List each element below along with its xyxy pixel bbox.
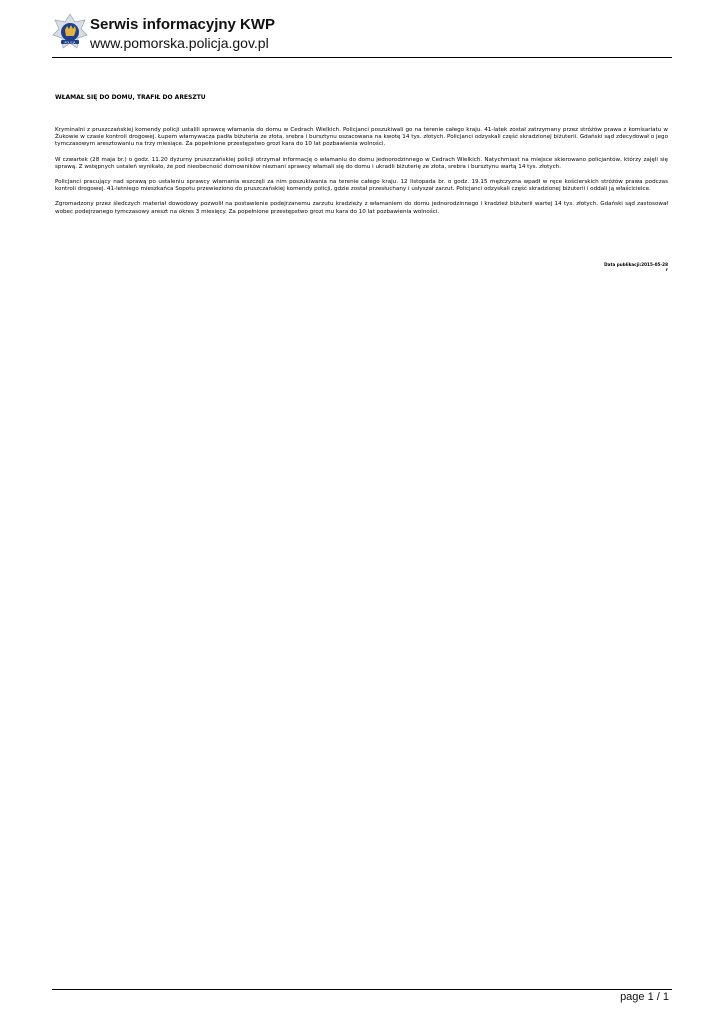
header-divider — [52, 57, 672, 58]
article-paragraph: Policjanci pracujący nad sprawą po ustaleniu sprawcy włamania wszczęli za nim poszukiwania na terenie całego kraju. 12 listopada br. o godz. 19.15 mężczyzna wpadł w ręce kościerskich stróżów prawa podczas kontroli drogowej. 41-letniego mieszkańca Sopotu przewieziono do pruszczańskiej komendy policji, gdzie został przesłuchany i usłyszał zarzut. Policjanci odzyskali część skradzionej biżuterii i oddali ją właścicielce. — [55, 179, 668, 193]
article-title: WŁAMAŁ SIĘ DO DOMU, TRAFIŁ DO ARESZTU — [55, 94, 206, 101]
site-header — [52, 13, 672, 57]
article-paragraph: Kryminalni z pruszczańskiej komendy policji ustalili sprawcę włamania do domu w Cedrach Wielkich. Policjanci poszukiwali go na terenie całego kraju. 41-latek został zatrzymany przez stróżów prawa z komisariatu w Żukowie w czasie kontroli drogowej. Łupem włamywacza padła biżuteria ze złota, srebra i bursztynu oszacowana na kwotę 14 tys. złotych. Policjanci odzyskali część skradzionej biżuterii. Gdański sąd zdecydował o jego tymczasowym aresztowaniu na trzy miesiące. Za popełnione przestępstwo grozi kara do 10 lat pozbawienia wolności. — [55, 127, 668, 148]
publication-date: Data publikacji:2015-05-28 r — [604, 262, 668, 272]
article-paragraph: W czwartek (28 maja br.) o godz. 11.20 dyżurny pruszczańskiej policji otrzymał informację o włamaniu do domu jednorodzinnego w Cedrach Wielkich. Natychmiast na miejsce skierowano policjantów, którzy zajęli się sprawą. Z wstępnych ustaleń wynikało, że pod nieobecność domowników nieznani sprawcy włamali się do domu i ukradli biżuterię ze złota, srebra i bursztynu wartą 14 tys. złotych. — [55, 156, 668, 170]
page-counter: page 1 / 1 — [620, 991, 669, 1003]
site-url[interactable]: www.pomorska.policja.gov.pl — [90, 35, 269, 51]
article-paragraph: Zgromadzony przez śledczych materiał dowodowy pozwolił na postawienie podejrzanemu zarzutu kradzieży z włamaniem do domu jednorodzinnego i kradzież biżuterii wartej 14 tys. złotych. Gdański sąd zastosował wobec podejrzanego tymczasowy areszt na okres 3 miesięcy. Za popełnione przestępstwo grozi mu kara do 10 lat pozbawienia wolności. — [55, 201, 668, 215]
police-badge-icon — [52, 13, 88, 53]
article — [55, 94, 668, 224]
footer-divider — [52, 989, 672, 990]
site-title: Serwis informacyjny KWP — [90, 16, 276, 33]
badge-label: POLICJA — [64, 40, 76, 45]
